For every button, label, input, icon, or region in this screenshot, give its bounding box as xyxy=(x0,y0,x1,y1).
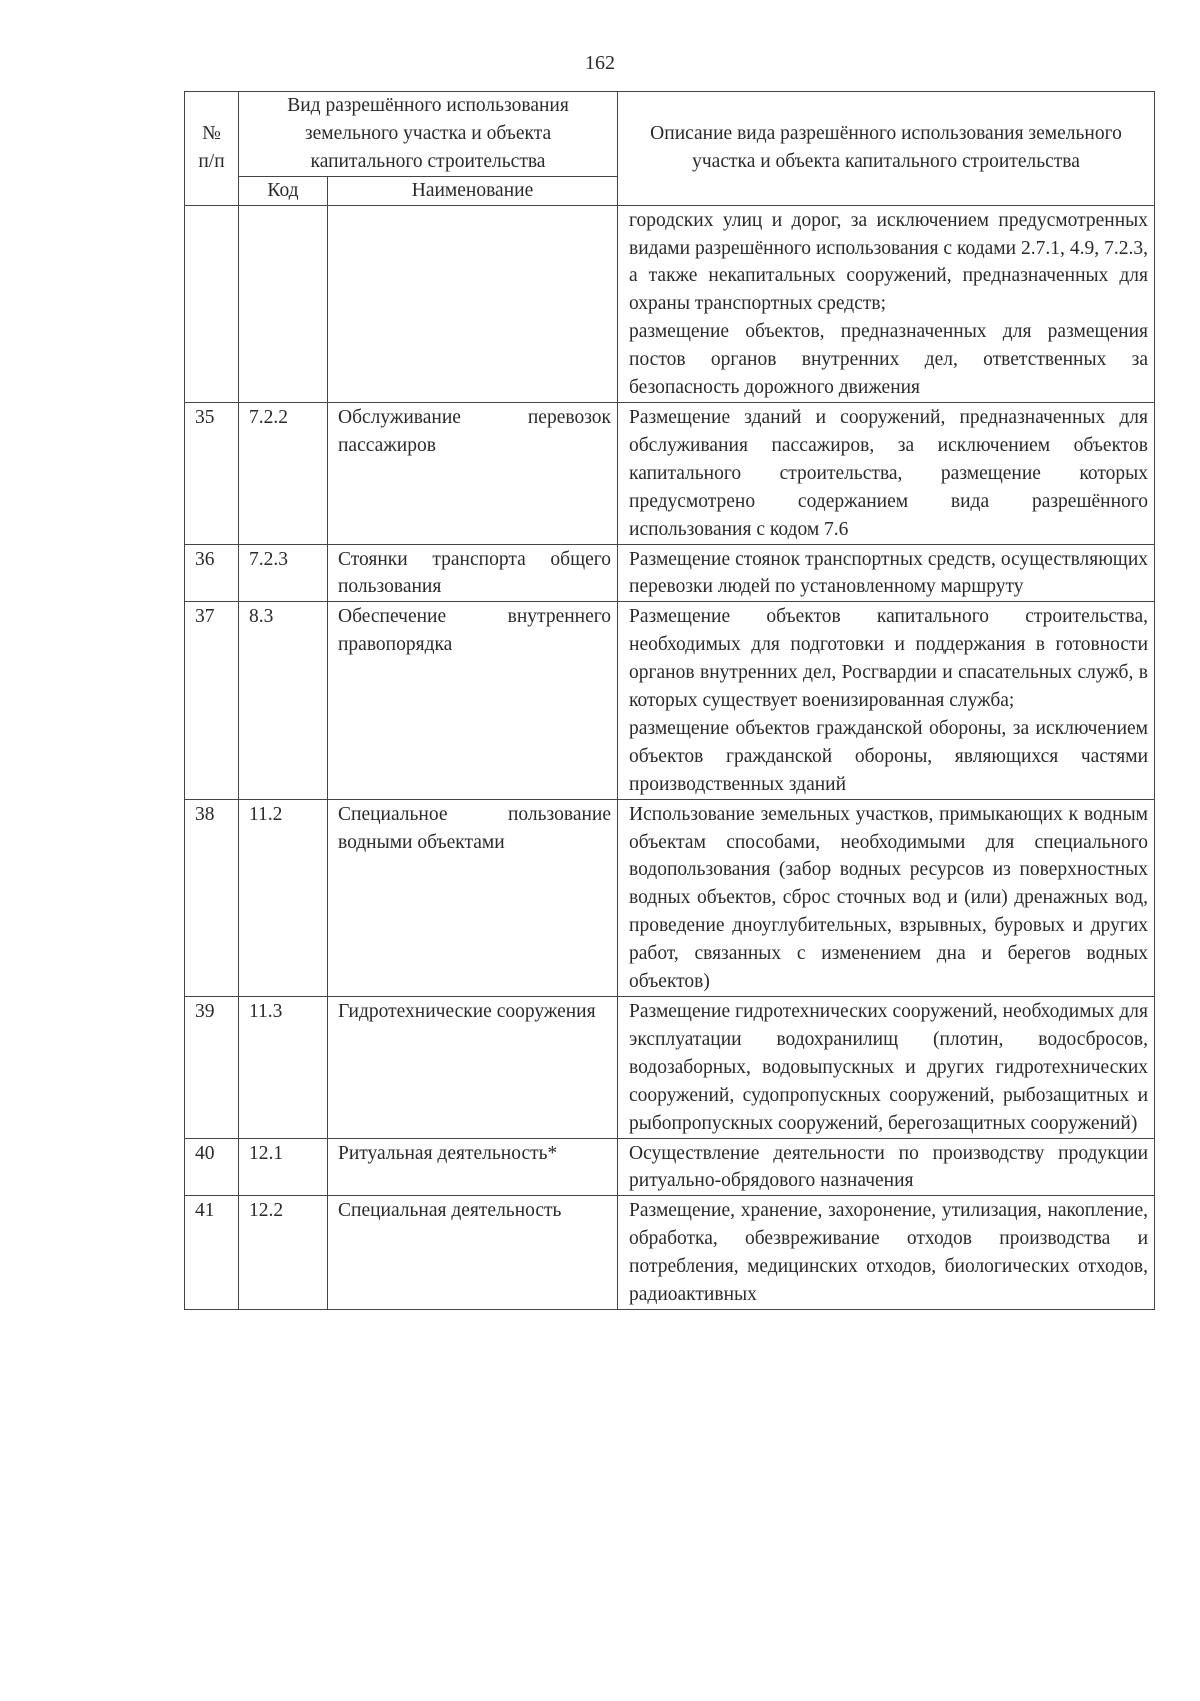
row-number: 37 xyxy=(185,602,239,799)
header-kind: Вид разрешённого использования земельного участка и объекта капитального строительства xyxy=(239,92,618,177)
row-number: 38 xyxy=(185,799,239,996)
row-code xyxy=(239,205,328,402)
description-paragraph: Осуществление деятельности по производству продукции ритуально-обрядового назначения xyxy=(629,1142,1149,1192)
row-description xyxy=(618,997,1155,1139)
table-row xyxy=(185,544,1155,602)
table-row xyxy=(185,799,1155,996)
row-name: Специальное пользование водными объектами xyxy=(328,799,618,996)
page-number: 162 xyxy=(585,52,615,74)
table-row xyxy=(185,602,1155,799)
row-number: 39 xyxy=(185,997,239,1139)
description-paragraph: Размещение, хранение, захоронение, утилизация, накопление, обработка, обезвреживание отходов производства и потребления, медицинских отходов, биологических отходов, радиоактивных xyxy=(629,1200,1149,1306)
row-name: Обеспечение внутреннего правопорядка xyxy=(328,602,618,799)
table-row xyxy=(185,1138,1155,1196)
table-row xyxy=(185,205,1155,402)
row-description xyxy=(618,205,1155,402)
row-description xyxy=(618,799,1155,996)
description-paragraph: Размещение стоянок транспортных средств, осуществляющих перевозки людей по установленному маршруту xyxy=(629,548,1149,598)
row-name: Обслуживание перевозок пассажиров xyxy=(328,402,618,544)
table-header xyxy=(185,92,1155,206)
row-name: Специальная деятельность xyxy=(328,1196,618,1310)
row-number: 36 xyxy=(185,544,239,602)
header-code: Код xyxy=(239,176,328,205)
table-body xyxy=(185,205,1155,1309)
header-row-number: № п/п xyxy=(185,92,239,206)
row-name: Стоянки транспорта общего пользования xyxy=(328,544,618,602)
row-number: 40 xyxy=(185,1138,239,1196)
table-row xyxy=(185,402,1155,544)
header-description: Описание вида разрешённого использования земельного участка и объекта капитального строительства xyxy=(618,92,1155,206)
row-description xyxy=(618,1196,1155,1310)
land-use-table xyxy=(184,91,1155,1310)
row-name: Гидротехнические сооружения xyxy=(328,997,618,1139)
table-row xyxy=(185,997,1155,1139)
row-description xyxy=(618,602,1155,799)
row-description xyxy=(618,544,1155,602)
row-number: 41 xyxy=(185,1196,239,1310)
row-number: 35 xyxy=(185,402,239,544)
description-paragraph: Использование земельных участков, примыкающих к водным объектам способами, необходимыми для специального водопользования (забор водных ресурсов из поверхностных водных объектов, сброс сточных вод и (или) дренажных вод, проведение дноуглубительных, взрывных, буровых и других работ, связанных с изменением дна и берегов водных объектов) xyxy=(629,803,1149,993)
description-paragraph: размещение объектов, предназначенных для размещения постов органов внутренних дел, ответственных за безопасность дорожного движения xyxy=(629,321,1149,399)
row-code: 12.1 xyxy=(239,1138,328,1196)
row-code: 7.2.2 xyxy=(239,402,328,544)
row-name: Ритуальная деятельность* xyxy=(328,1138,618,1196)
header-name: Наименование xyxy=(328,176,618,205)
description-paragraph: городских улиц и дорог, за исключением предусмотренных видами разрешённого использования с кодами 2.7.1, 4.9, 7.2.3, а также некапитальных сооружений, предназначенных для охраны транспортных средств; xyxy=(629,209,1149,315)
row-code: 11.3 xyxy=(239,997,328,1139)
description-paragraph: Размещение гидротехнических сооружений, необходимых для эксплуатации водохранилищ (плотин, водосбросов, водозаборных, водовыпускных и других гидротехнических сооружений, судопропускных сооружений, рыбозащитных и рыбопропускных сооружений, берегозащитных сооружений) xyxy=(629,1001,1149,1134)
row-name xyxy=(328,205,618,402)
description-paragraph: Размещение объектов капитального строительства, необходимых для подготовки и поддержания в готовности органов внутренних дел, Росгвардии и спасательных служб, в которых существует военизированная служба; xyxy=(629,606,1149,712)
description-paragraph: Размещение зданий и сооружений, предназначенных для обслуживания пассажиров, за исключением объектов капитального строительства, размещение которых предусмотрено содержанием вида разрешённого использования с кодом 7.6 xyxy=(629,406,1149,540)
row-description xyxy=(618,1138,1155,1196)
row-code: 11.2 xyxy=(239,799,328,996)
row-code: 8.3 xyxy=(239,602,328,799)
row-code: 12.2 xyxy=(239,1196,328,1310)
table-row xyxy=(185,1196,1155,1310)
row-description xyxy=(618,402,1155,544)
description-paragraph: размещение объектов гражданской обороны, за исключением объектов гражданской обороны, являющихся частями производственных зданий xyxy=(629,717,1149,795)
row-code: 7.2.3 xyxy=(239,544,328,602)
row-number xyxy=(185,205,239,402)
